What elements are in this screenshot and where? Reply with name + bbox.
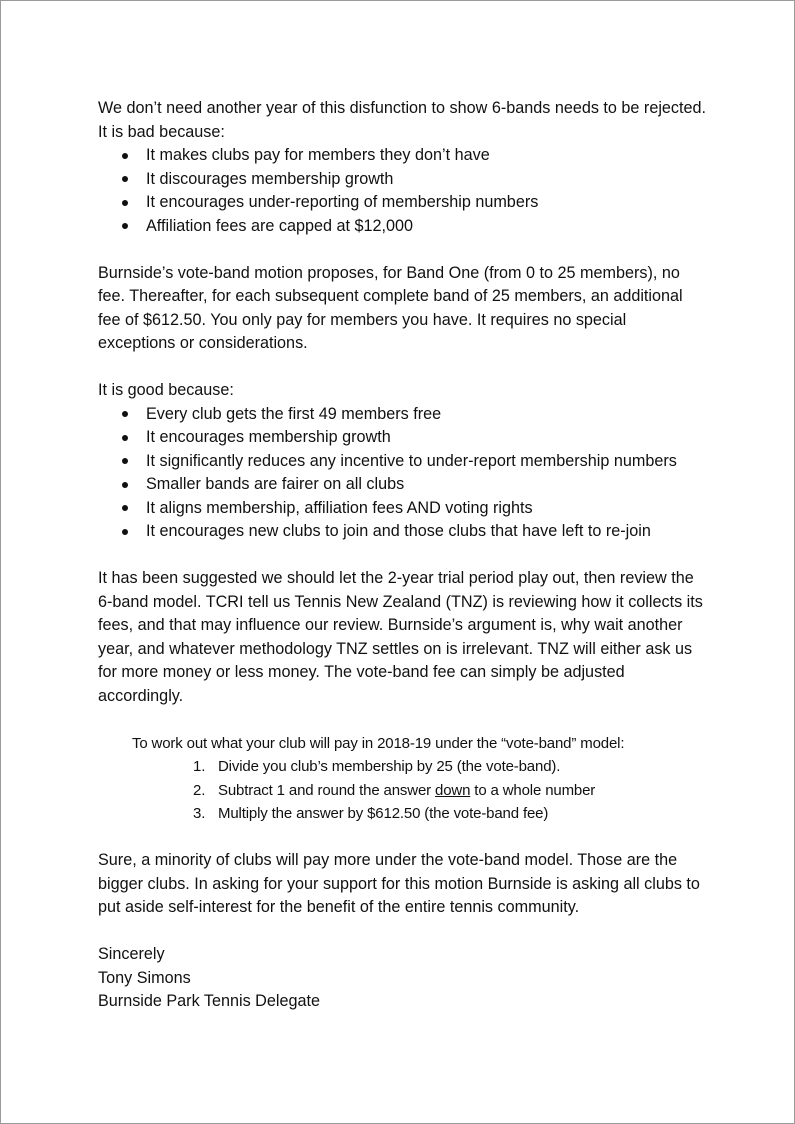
- step-number: 2.: [193, 781, 206, 799]
- intro-paragraph: We don’t need another year of this disfunction to show 6-bands needs to be rejected. It is bad because:: [98, 99, 707, 141]
- list-item: It encourages membership growth: [98, 426, 708, 450]
- bullet-icon: [122, 153, 128, 159]
- list-item: It encourages new clubs to join and those clubs that have left to re-join: [98, 520, 708, 544]
- step-item: 3. Multiply the answer by $612.50 (the vote-band fee): [98, 802, 708, 826]
- list-item: Every club gets the first 49 members free: [98, 403, 708, 427]
- bullet-icon: [122, 505, 128, 511]
- closing-paragraph: Sure, a minority of clubs will pay more under the vote-band model. Those are the bigger clubs. In asking for your support for this motion Burnside is asking all clubs to put aside self-interest for the benefit of the entire tennis community.: [98, 851, 700, 916]
- step-number: 3.: [193, 805, 206, 822]
- bullet-icon: [122, 223, 128, 229]
- step-item: 1. Divide you club’s membership by 25 (the vote-band).: [98, 755, 708, 779]
- signer-name: Tony Simons: [98, 968, 191, 987]
- list-item: It discourages membership growth: [98, 168, 708, 192]
- signer-role: Burnside Park Tennis Delegate: [98, 992, 320, 1010]
- bullet-icon: [122, 411, 128, 417]
- list-item: Affiliation fees are capped at $12,000: [98, 215, 708, 239]
- bullet-icon: [122, 482, 128, 488]
- step-number: 1.: [193, 758, 206, 775]
- bullet-icon: [122, 458, 128, 464]
- bullet-icon: [122, 435, 128, 441]
- list-item: It makes clubs pay for members they don’t have: [98, 144, 708, 168]
- calculation-instructions: [98, 732, 708, 826]
- list-item: Smaller bands are fairer on all clubs: [98, 473, 708, 497]
- proposal-paragraph: Burnside’s vote-band motion proposes, for Band One (from 0 to 25 members), no fee. Thereafter, for each subsequent complete band of 25 members, an additional fee of $612.50. You only pay for members you have. It requires no special exceptions or considerations.: [98, 263, 683, 352]
- step-item: 2. Subtract 1 and round the answer down to a whole number: [98, 779, 708, 803]
- salutation: Sincerely: [98, 945, 165, 963]
- bullet-icon: [122, 200, 128, 206]
- good-reasons-list: [98, 403, 708, 544]
- list-item: It encourages under-reporting of membership numbers: [98, 191, 708, 215]
- trial-paragraph: It has been suggested we should let the 2-year trial period play out, then review the 6-band model. TCRI tell us Tennis New Zealand (TNZ) is reviewing how it collects its fees, and that may influence our review. Burnside’s argument is, why wait another year, and whatever methodology TNZ settles on is irrelevant. TNZ will either ask us for more money or less money. The vote-band fee can simply be adjusted accordingly.: [98, 569, 703, 705]
- underlined-word: down: [435, 781, 471, 799]
- good-intro: It is good because:: [98, 381, 234, 399]
- list-item: It aligns membership, affiliation fees AND voting rights: [98, 497, 708, 521]
- letter-body: [98, 97, 708, 1014]
- signature-block: [98, 943, 708, 1014]
- list-item: It significantly reduces any incentive to under-report membership numbers: [98, 450, 708, 474]
- calculation-intro: To work out what your club will pay in 2018-19 under the “vote-band” model:: [132, 734, 625, 752]
- bullet-icon: [122, 529, 128, 535]
- calculation-steps: [98, 755, 708, 826]
- bullet-icon: [122, 176, 128, 182]
- bad-reasons-list: [98, 144, 708, 238]
